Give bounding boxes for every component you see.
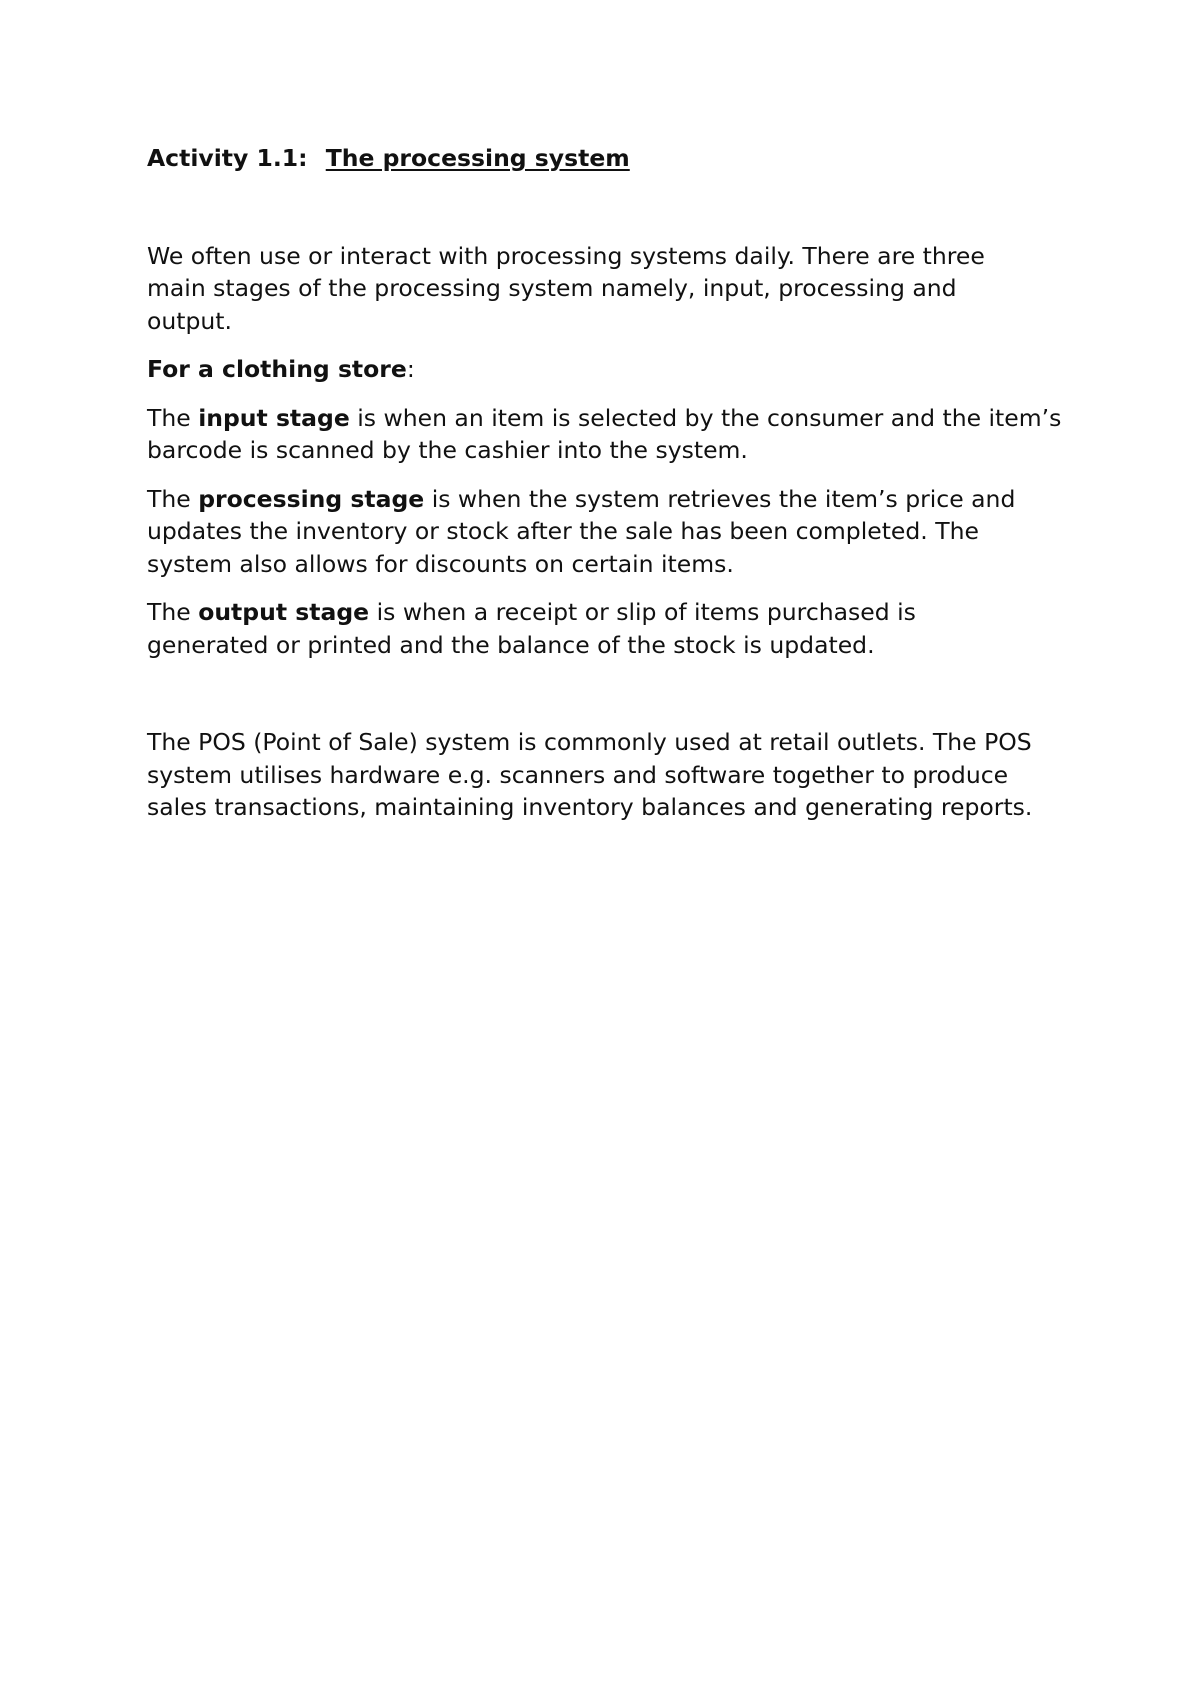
- processing-stage-term: processing stage: [198, 484, 425, 513]
- processing-stage-paragraph: [147, 483, 1067, 581]
- processing-stage-prefix: The: [147, 484, 199, 513]
- output-stage-paragraph: [147, 596, 1007, 661]
- activity-title: The processing system: [325, 144, 630, 172]
- output-stage-text: is when a receipt or slip of items purchased is generated or printed and the balance of the stock is updated.: [147, 598, 916, 659]
- input-stage-term: input stage: [198, 403, 350, 432]
- intro-paragraph: We often use or interact with processing systems daily. There are three main stages of the processing system namely, input, processing and output.: [147, 241, 985, 335]
- processing-stage-text: is when the system retrieves the item’s price and updates the inventory or stock after the sale has been completed. The system also allows for discounts on certain items.: [147, 484, 1016, 578]
- activity-number: Activity 1.1:: [147, 144, 308, 172]
- activity-heading: [147, 142, 1077, 175]
- clothing-store-label: [147, 353, 1077, 386]
- input-stage-paragraph: [147, 402, 1067, 467]
- input-stage-prefix: The: [147, 403, 199, 432]
- clothing-store-label-bold: For a clothing store: [147, 355, 407, 383]
- document-body: [147, 142, 1077, 824]
- clothing-store-label-colon: :: [406, 355, 415, 383]
- output-stage-term: output stage: [198, 598, 370, 626]
- input-stage-text: is when an item is selected by the consumer and the item’s barcode is scanned by the cashier into the system.: [147, 403, 1062, 464]
- output-stage-prefix: The: [147, 598, 199, 626]
- pos-paragraph: The POS (Point of Sale) system is commonly used at retail outlets. The POS system utilises hardware e.g. scanners and software together to produce sales transactions, maintaining inventory balances and generating reports.: [147, 728, 1033, 821]
